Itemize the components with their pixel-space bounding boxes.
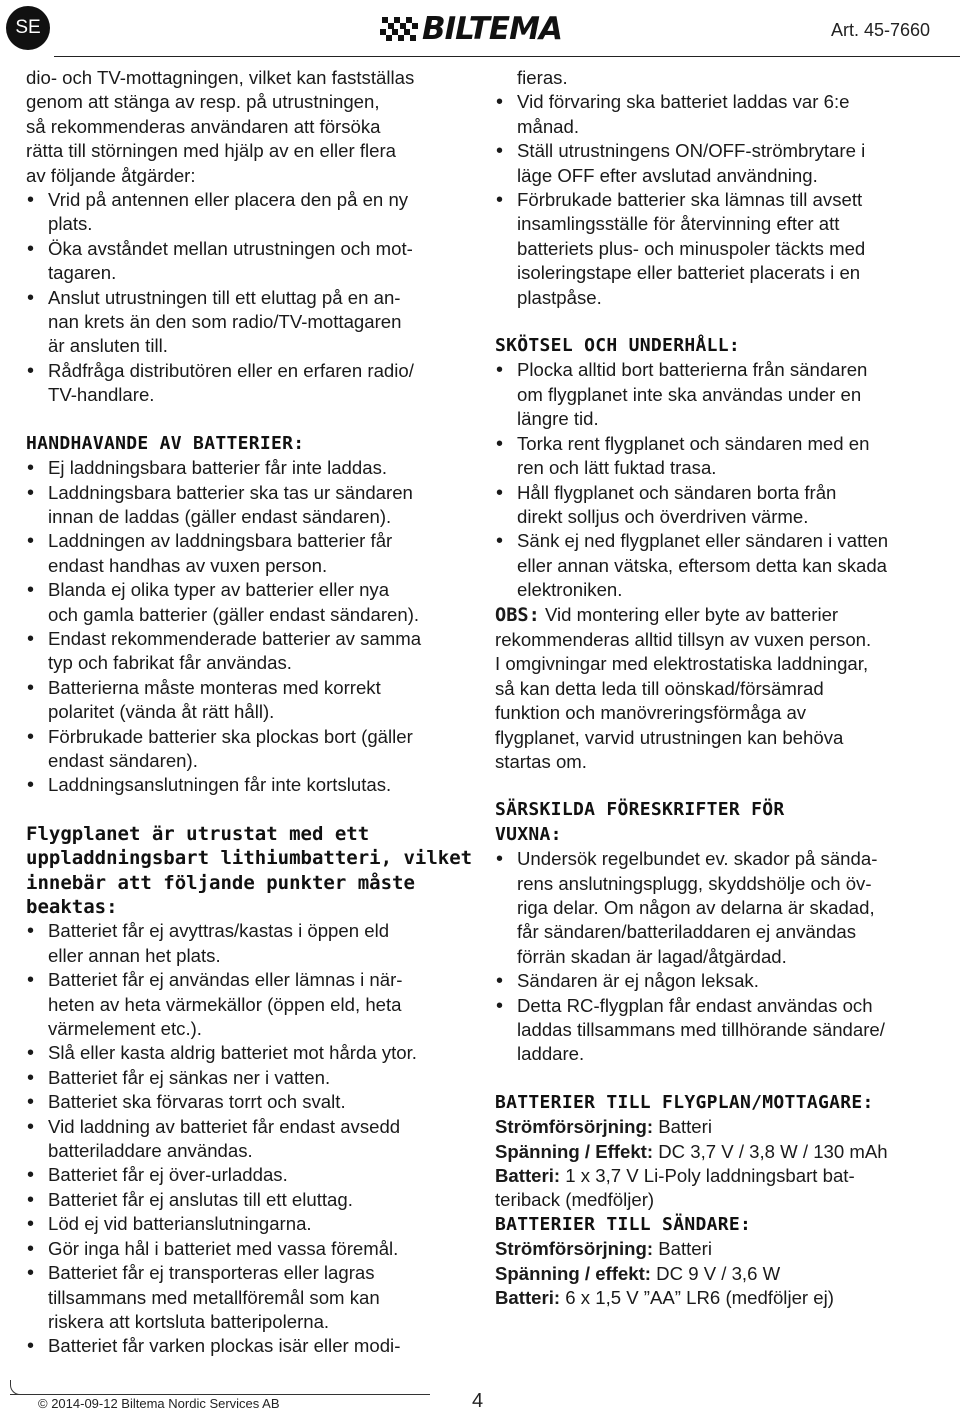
list-item: • Förbrukade batterier ska plockas bort (gäller endast sändaren). bbox=[26, 725, 474, 774]
section-heading-adults: SÄRSKILDA FÖRESKRIFTER FÖR VUXNA: bbox=[495, 799, 785, 845]
list-item: • Endast rekommenderade batterier av samma typ och fabrikat får användas. bbox=[26, 627, 474, 676]
list-item: • Batteriet får ej sänkas ner i vatten. bbox=[26, 1066, 474, 1090]
obs-text: Vid montering eller byte av batterier rekommenderas alltid tillsyn av vuxen person. I omgivningar med elektrostatiska laddningar, så kan detta leda till oönskad/försämrad funktion och manövreringsförmåga av flygplanet, varvid utrustningen kan behöva startas om. bbox=[495, 603, 872, 772]
list-item: • Batterierna måste monteras med korrekt polaritet (vända åt rätt håll). bbox=[26, 676, 474, 725]
spec-key: Spänning / Effekt: bbox=[495, 1140, 654, 1162]
article-number: Art. 45-7660 bbox=[830, 20, 930, 40]
spec-row bbox=[495, 1286, 947, 1310]
spec-key: Spänning / effekt: bbox=[495, 1262, 651, 1284]
list-item: • Ställ utrustningens ON/OFF-strömbrytare i läge OFF efter avslutad användning. bbox=[495, 139, 947, 188]
section-heading-batteries: HANDHAVANDE AV BATTERIER: bbox=[26, 432, 305, 454]
spec-value: Batteri bbox=[653, 1116, 712, 1138]
language-badge bbox=[6, 6, 50, 50]
list-item: • Förbrukade batterier ska lämnas till avsett insamlingsställe för återvinning efter att batteriets plus- och minuspoler täckts med isoleringstape eller batteriet placerats i en plastpåse. bbox=[495, 188, 947, 310]
page-header bbox=[0, 0, 960, 60]
spec-row bbox=[495, 1237, 947, 1261]
list-item: • Detta RC-flygplan får endast användas och laddas tillsammans med tillhörande sändare/ laddare. bbox=[495, 994, 947, 1067]
spec-key: Strömförsörjning: bbox=[495, 1116, 654, 1138]
batteries-list bbox=[26, 456, 474, 798]
spec-value: DC 3,7 V / 3,8 W / 130 mAh bbox=[653, 1140, 888, 1162]
interference-list bbox=[26, 188, 474, 408]
list-item: • Batteriet får ej över-urladdas. bbox=[26, 1163, 474, 1187]
list-item: • Batteriet får ej användas eller lämnas i när- heten av heta värmekällor (öppen eld, heta värmelement etc.). bbox=[26, 968, 474, 1041]
spec-row bbox=[495, 1262, 947, 1286]
list-item: • Torka rent flygplanet och sändaren med en ren och lätt fuktad trasa. bbox=[495, 432, 947, 481]
spec-row bbox=[495, 1115, 947, 1139]
adult-list bbox=[495, 847, 947, 1067]
list-item: • Laddningen av laddningsbara batterier får endast handhas av vuxen person. bbox=[26, 529, 474, 578]
copyright-text: © 2014-09-12 Biltema Nordic Services AB bbox=[38, 1396, 280, 1411]
list-item: • Batteriet får ej transporteras eller lagras tillsammans med metallföremål som kan riskera att kortsluta batteripolerna. bbox=[26, 1261, 474, 1334]
lithium-list bbox=[26, 919, 474, 1358]
continuation-text: fieras. bbox=[517, 67, 568, 88]
list-item: • Sändaren är ej någon leksak. bbox=[495, 969, 947, 993]
list-item: • Vid laddning av batteriet får endast avsedd batteriladdare användas. bbox=[26, 1115, 474, 1164]
spec-key: Batteri: bbox=[495, 1165, 561, 1187]
spec-value: 6 x 1,5 V ”AA” LR6 (medföljer ej) bbox=[560, 1287, 834, 1309]
section-heading-lithium: Flygplanet är utrustat med ett uppladdningsbart lithiumbatteri, vilket innebär att följande punkter måste beaktas: bbox=[26, 822, 473, 918]
page-footer bbox=[0, 1380, 960, 1414]
language-code: SE bbox=[15, 17, 41, 38]
list-item: • Slå eller kasta aldrig batteriet mot hårda ytor. bbox=[26, 1041, 474, 1065]
list-item: • Batteriet ska förvaras torrt och svalt. bbox=[26, 1090, 474, 1114]
interference-intro: dio- och TV-mottagningen, vilket kan fastställas genom att stänga av resp. på utrustningen, så rekommenderas användaren att försöka rätta till störningen med hjälp av en eller flera av följande åtgärder: bbox=[26, 67, 415, 186]
spec-value: 1 x 3,7 V Li-Poly laddningsbart bat- teriback (medföljer) bbox=[495, 1165, 855, 1211]
checkered-flag-icon bbox=[378, 17, 418, 41]
brand-name: BILTEMA bbox=[422, 11, 562, 47]
section-heading-plane-batteries: BATTERIER TILL FLYGPLAN/MOTTAGARE: bbox=[495, 1091, 874, 1113]
list-item: • Ej laddningsbara batterier får inte laddas. bbox=[26, 456, 474, 480]
list-item: • Löd ej vid batterianslutningarna. bbox=[26, 1212, 474, 1236]
spec-key: Strömförsörjning: bbox=[495, 1238, 654, 1260]
list-item: • Batteriet får varken plockas isär eller modi- bbox=[26, 1334, 474, 1358]
care-list bbox=[495, 358, 947, 602]
list-item: • Öka avståndet mellan utrustningen och mot- tagaren. bbox=[26, 237, 474, 286]
left-column bbox=[26, 66, 474, 1359]
section-heading-care: SKÖTSEL OCH UNDERHÅLL: bbox=[495, 335, 741, 357]
storage-list bbox=[495, 90, 947, 310]
list-item: • Batteriet får ej anslutas till ett eluttag. bbox=[26, 1188, 474, 1212]
list-item: • Anslut utrustningen till ett eluttag på en an- nan krets än den som radio/TV-mottagaren är ansluten till. bbox=[26, 286, 474, 359]
brand-logo bbox=[378, 11, 562, 47]
obs-note bbox=[495, 603, 947, 775]
list-item: • Vrid på antennen eller placera den på en ny plats. bbox=[26, 188, 474, 237]
list-item: • Laddningsbara batterier ska tas ur sändaren innan de laddas (gäller endast sändaren). bbox=[26, 481, 474, 530]
header-divider bbox=[54, 56, 960, 57]
right-column bbox=[495, 66, 947, 1311]
list-item: • Undersök regelbundet ev. skador på sända- rens anslutningsplugg, skyddshölje och öv- riga delar. Om någon av delarna är skadad, får sändaren/batteriladdaren ej användas förrän skadan är lagad/åtgärdad. bbox=[495, 847, 947, 969]
list-item: • Gör inga hål i batteriet med vassa föremål. bbox=[26, 1237, 474, 1261]
list-item: • Plocka alltid bort batterierna från sändaren om flygplanet inte ska användas under en längre tid. bbox=[495, 358, 947, 431]
obs-label: OBS: bbox=[495, 604, 540, 626]
spec-key: Batteri: bbox=[495, 1287, 561, 1309]
list-item: • Vid förvaring ska batteriet laddas var 6:e månad. bbox=[495, 90, 947, 139]
list-item: • Håll flygplanet och sändaren borta från direkt solljus och överdriven värme. bbox=[495, 481, 947, 530]
spec-value: DC 9 V / 3,6 W bbox=[651, 1262, 781, 1284]
list-item: • Rådfråga distributören eller en erfaren radio/ TV-handlare. bbox=[26, 359, 474, 408]
list-item: • Blanda ej olika typer av batterier eller nya och gamla batterier (gäller endast sändaren). bbox=[26, 578, 474, 627]
footer-corner-line bbox=[10, 1380, 23, 1395]
section-heading-transmitter-batteries: BATTERIER TILL SÄNDARE: bbox=[495, 1213, 752, 1235]
spec-row bbox=[495, 1140, 947, 1164]
footer-divider bbox=[10, 1394, 430, 1395]
list-item: • Batteriet får ej avyttras/kastas i öppen eld eller annan het plats. bbox=[26, 919, 474, 968]
page-number: 4 bbox=[472, 1390, 484, 1412]
list-item: • Laddningsanslutningen får inte kortslutas. bbox=[26, 773, 474, 797]
spec-row bbox=[495, 1164, 947, 1213]
spec-value: Batteri bbox=[653, 1238, 712, 1260]
list-item: • Sänk ej ned flygplanet eller sändaren i vatten eller annan vätska, eftersom detta kan skada elektroniken. bbox=[495, 529, 947, 602]
